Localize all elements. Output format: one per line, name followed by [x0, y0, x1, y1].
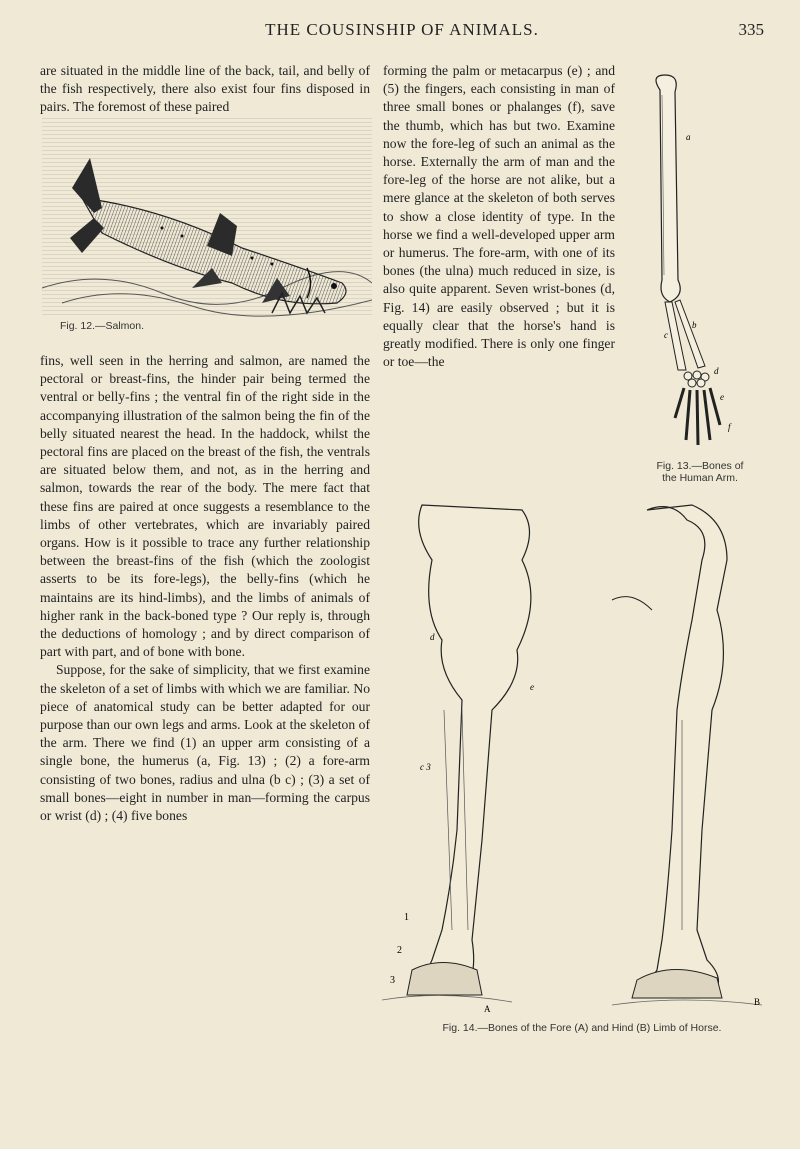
figure-14-caption: Fig. 14.—Bones of the Fore (A) and Hind (B) Limb of Horse.: [442, 1022, 722, 1034]
fig14-label-b: B: [754, 997, 761, 1007]
fig13-label-e: e: [720, 392, 724, 402]
figure-14-horse-limbs: [382, 500, 782, 1040]
fig14-label-c3: c 3: [420, 762, 431, 772]
horse-limbs-illustration: [382, 500, 782, 1020]
left-top-paragraph: are situated in the middle line of the back, tail, and belly of the fish respectively, there also exist four fins disposed in pairs. The foremost of these paired: [40, 63, 370, 115]
fig14-label-2: 2: [397, 945, 402, 956]
figure-13-caption-line-2: the Human Arm.: [662, 472, 738, 484]
fig13-label-c: c: [664, 330, 668, 340]
page-header: [40, 14, 764, 48]
running-title: THE COUSINSHIP OF ANIMALS.: [265, 20, 539, 39]
fig14-label-e: e: [530, 682, 534, 692]
fig13-label-d: d: [714, 366, 719, 376]
left-body-paragraph: fins, well seen in the herring and salmon, are named the pectoral or breast-fins, the hinder pair being termed the ventral or belly-fins ; the ventral fin of the right side in the accompanying illustration of the salmon being the fin of the belly situated nearest the head. In the haddock, whilst the pectoral fins are placed on the breast of the fish, the ventrals are situated below them, and not, as in the herring and salmon, towards the rear of the body. The mere fact that these fins are paired at once suggests a resemblance to the limbs of other vertebrates, which are invariably paired organs. How is it possible to trace any further relationship between the breast-fins of the fish (which the zoologist asserts to be its fore-legs), the belly-fins (which he maintains are its hind-limbs), and the limbs of animals of higher rank in the back-boned type ? Our reply is, through the deductions of homology ; and by direct comparison of part with part, and of bone with bone.: [40, 353, 370, 660]
figure-13-caption: [620, 460, 780, 484]
salmon-illustration: [42, 118, 372, 318]
hind-limb-b: [612, 505, 762, 1005]
figure-13-human-arm: [620, 70, 780, 495]
figure-13-caption-line-1: Fig. 13.—Bones of: [656, 460, 744, 472]
fig14-label-1: 1: [404, 912, 409, 923]
right-column-text: [383, 62, 615, 371]
fig13-label-f: f: [728, 422, 731, 432]
right-paragraph: forming the palm or metacarpus (e) ; and (5) the fingers, each consisting in man of three small bones or phalanges (f), save the thumb, which has but two. Examine now the fore-leg of such an animal as the horse. Externally the arm of man and the fore-leg of the horse are not alike, but a mere glance at the skeleton of both serves to show a close identity of type. In the horse we find a well-developed upper arm or humerus. The fore-arm, with one of its bones (the ulna) much reduced in size, is also quite apparent. Seven wrist-bones (d, Fig. 14) are easily observed ; but it is equally clear that the horse's hand is greatly modified. There is only one finger or toe—the: [383, 63, 615, 370]
fig14-label-d: d: [430, 632, 435, 642]
left-top-text: [40, 62, 370, 117]
left-second-paragraph: Suppose, for the sake of simplicity, that we first examine the skeleton of a set of limbs with which we are familiar. No piece of anatomical study can be better adapted for our purpose than our own legs and arms. Look at the skeleton of the arm. There we find (1) an upper arm consisting of a single bone, the humerus (a, Fig. 13) ; (2) a fore-arm consisting of two bones, radius and ulna (b c) ; (3) a set of small bones—eight in number in man—forming the carpus or wrist (d) ; (4) five bones: [40, 662, 370, 824]
figure-12-caption: Fig. 12.—Salmon.: [59, 320, 145, 332]
figure-12-salmon: [42, 118, 372, 336]
fig14-label-3: 3: [390, 975, 395, 986]
fig14-label-a: A: [484, 1004, 491, 1014]
fig13-label-a: a: [686, 132, 691, 142]
left-body-text: [40, 352, 370, 825]
page-number: 335: [738, 20, 764, 39]
human-arm-illustration: [620, 70, 780, 455]
fore-limb-a: [382, 505, 531, 1002]
fig13-label-b: b: [692, 320, 697, 330]
